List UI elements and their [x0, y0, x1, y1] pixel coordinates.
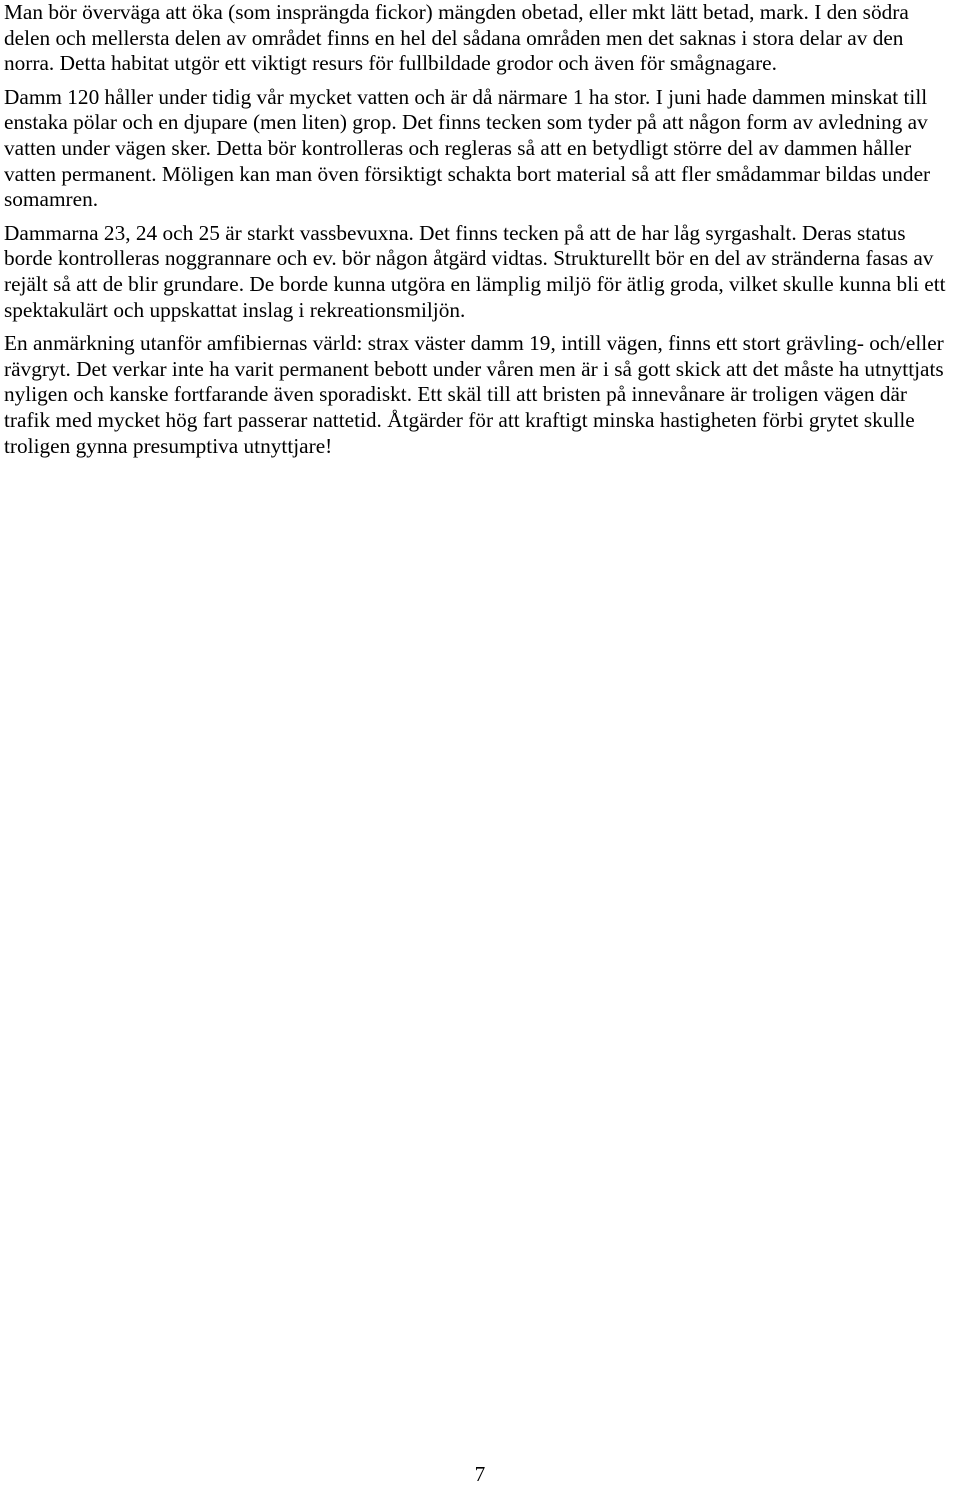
page-number: 7 [474, 1462, 486, 1486]
paragraph-pond-120: Damm 120 håller under tidig vår mycket vatten och är då närmare 1 ha stor. I juni hade dammen minskat till enstaka pölar och en djupare (men liten) grop. Det finns tecken som tyder på att någon form av avledning av vatten under vägen sker. Detta bör kontrolleras och regleras så att en betydligt större del av dammen håller vatten permanent. Möligen kan man öven försiktigt schakta bort material så att fler smådammar bildas under somamren. [4, 84, 931, 212]
paragraph-badger-den: En anmärkning utanför amfibiernas värld: strax väster damm 19, intill vägen, finns ett stort grävling- och/eller rävgryt. Det verkar inte ha varit permanent bebott under våren men är i så gott skick att det måste ha utnyttjats nyligen och kanske fortfarande även sporadiskt. Ett skäl till att bristen på innevånare är troligen vägen där trafik med mycket hög fart passerar nattetid. Åtgärder för att kraftigt minska hastigheten förbi grytet skulle troligen gynna presumptiva utnyttjare! [4, 331, 944, 458]
body-text [4, 0, 958, 467]
paragraph-ponds-23-24-25: Dammarna 23, 24 och 25 är starkt vassbevuxna. Det finns tecken på att de har låg syrgashalt. Deras status borde kontrolleras noggrannare och ev. bör någon åtgärd vidtas. Strukturellt bör en del av stränderna fasas av rejält så att de blir grundare. De borde kunna utgöra en lämplig miljö för ätlig groda, vilket skulle kunna bli ett spektakulärt och uppskattat inslag i rekreationsmiljön. [4, 220, 946, 322]
paragraph-meadow-habitat: Man bör överväga att öka (som insprängda fickor) mängden obetad, eller mkt lätt betad, mark. I den södra delen och mellersta delen av området finns en hel del sådana områden men det saknas i stora delar av den norra. Detta habitat utgör ett viktigt resurs för fullbildade grodor och även för smågnagare. [4, 0, 909, 76]
